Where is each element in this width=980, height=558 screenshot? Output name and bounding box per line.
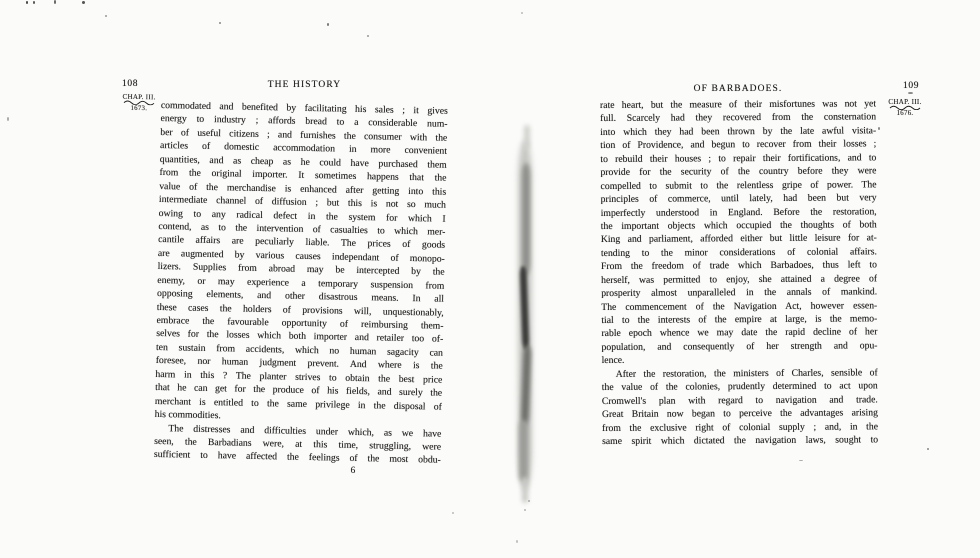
text-line: sufficient to have affected the feelings of the most obdu-: [153, 449, 441, 467]
running-head-left: THE HISTORY: [267, 80, 342, 90]
chapter-label: CHAP. III.: [122, 92, 156, 102]
ink-speck: [105, 15, 107, 17]
text-line: his commodities.: [154, 409, 221, 422]
text-line: energy to industry ; affords bread to a considerable num-: [160, 113, 448, 131]
text-line: rable epoch whence we may date the rapid decline of her: [601, 326, 878, 340]
text-line: same spirit which dictated the navigation laws, sought to: [602, 434, 879, 447]
ink-speck: [452, 512, 454, 514]
ink-speck: [528, 500, 530, 502]
text-line: from the original importer. It sometimes happens that the: [159, 167, 447, 184]
text-line: selves for the losses which both importer and retailer too of-: [156, 328, 444, 346]
ink-speck: [26, 1, 28, 4]
text-line: foresee, nor human judgment prevent. And where is the: [155, 355, 443, 373]
text-line: King and parliament, afforded either but little leisure for at-: [600, 232, 877, 246]
ink-speck: [367, 35, 369, 37]
text-line: embrace the favourable opportunity of reimbursing them-: [156, 314, 444, 332]
text-line: cantile affairs are peculiarly liable. The prices of goods: [158, 234, 446, 252]
paragraph: [602, 366, 878, 448]
body-text-left: [153, 99, 447, 480]
text-line: contend, as to the intervention of casualties to which mer-: [158, 220, 446, 238]
ink-speck: [908, 92, 913, 94]
text-line: harm in this ? The planter strives to obtain the best price: [155, 368, 443, 386]
text-line: compelled to submit to the relentless gripe of power. The: [600, 178, 877, 192]
text-line: herself, was permitted to enjoy, she attained a degree of: [601, 272, 878, 286]
text-line: value of the merchandise is enhanced after getting into this: [159, 180, 447, 198]
page-number-left: 108: [122, 79, 139, 89]
gutter-shadow-fade: [522, 477, 528, 503]
gutter-shadow-fade: [524, 125, 530, 149]
signature-mark: 6: [350, 465, 356, 476]
gutter-shadow-band: [519, 420, 528, 482]
text-line: commodated and benefited by facilitating his sales ; it gives: [160, 99, 448, 117]
text-line: ten sustain from accidents, which no human sagacity can: [155, 341, 444, 359]
text-line: full. Scarcely had they recovered from the consternation: [600, 111, 877, 125]
ink-speck: [799, 460, 803, 461]
text-line: seen, the Barbadians were, at this time, struggling, were: [154, 435, 442, 453]
paragraph-continuation: [600, 97, 878, 367]
chapter-label: CHAP. III.: [888, 98, 922, 106]
text-line: these cases the holders of provisions will, unquestionably,: [156, 301, 444, 319]
ink-speck: [219, 22, 221, 24]
margin-note-left: [114, 93, 164, 113]
ink-speck: [33, 1, 35, 4]
text-line: Great Britain now began to perceive the advantages arising: [601, 407, 878, 421]
text-line: The distresses and difficulties under which, as we have: [168, 422, 442, 440]
text-line: the value of the colonies, prudently determined to act upon: [601, 380, 878, 394]
text-line: from the exclusive right of colonial supply ; and, in the: [601, 420, 879, 434]
text-line: owing to any radical defect in the system for which I: [158, 207, 446, 225]
margin-note-right: [880, 98, 930, 117]
ink-speck: [82, 1, 85, 4]
text-line: to rebuild their houses ; to repair their fortifications, and to: [600, 152, 877, 165]
text-line: into which they had been thrown by the late awful visita-: [600, 125, 877, 138]
body-text-right: [600, 97, 878, 448]
year-label: 1676.: [896, 110, 914, 117]
ink-speck: [54, 0, 56, 4]
text-line: are augmented by various causes independant of monopo-: [157, 247, 445, 265]
text-line: tending to the minor considerations of colonial affairs.: [600, 246, 877, 259]
text-line: provide for the security of the country before they were: [600, 165, 877, 179]
text-line: population, and consequently of her strength and opu-: [601, 340, 878, 353]
ink-speck: [521, 12, 523, 14]
ink-speck: [524, 509, 526, 511]
text-line: opposing elements, and other disastrous means. In all: [156, 288, 445, 305]
text-line: articles of domestic accommodation in more convenient: [159, 140, 448, 158]
ink-speck: [878, 127, 880, 130]
text-line: lence.: [601, 355, 625, 367]
text-line: quantities, and as cheap as he could have purchased them: [159, 153, 447, 171]
text-line: tial to the interests of the empire at large, is the memo-: [601, 313, 878, 326]
paragraph: [154, 421, 442, 467]
text-line: intermediate channel of diffusion ; but this is not so much: [158, 194, 447, 211]
year-label: 1673.: [130, 104, 148, 113]
text-line: prosperity almost unparalleled in the annals of mankind.: [601, 286, 878, 300]
text-line: ber of useful citizens ; and furnishes the consumer with the: [160, 126, 448, 144]
text-line: Cromwell's plan with regard to navigation and trade.: [601, 393, 878, 407]
text-line: From the freedom of trade which Barbadoes, thus left to: [600, 259, 878, 273]
text-line: imperfectly understood in England. Before the restoration,: [600, 205, 877, 219]
text-line: enemy, or may experience a temporary suspension from: [157, 274, 445, 292]
ink-speck: [327, 23, 329, 26]
text-line: lizers. Supplies from abroad may be intercepted by the: [157, 261, 445, 278]
text-line: that he can get for the produce of his fields, and surely the: [155, 382, 443, 399]
text-line: the important objects which occupied the thoughts of both: [600, 219, 877, 232]
ink-speck: [927, 448, 929, 450]
ink-speck: [516, 540, 518, 543]
running-head-right: OF BARBADOES.: [693, 84, 783, 94]
text-line: tion of Providence, and begun to recover from their losses ;: [600, 138, 877, 152]
text-line: rate heart, but the measure of their misfortunes was not yet: [600, 98, 877, 111]
text-line: principles of commerce, until lately, had been but very: [600, 192, 877, 206]
text-line: The commencement of the Navigation Act, however essen-: [601, 299, 878, 313]
ink-speck: [7, 117, 9, 121]
paragraph-continuation: [155, 99, 448, 427]
text-line: merchant is entitled to the same privilege in the disposal of: [154, 395, 442, 413]
text-line: After the restoration, the ministers of Charles, sensible of: [615, 367, 878, 380]
page-number-right: 109: [903, 81, 920, 91]
gutter-shadow-band: [522, 163, 530, 275]
